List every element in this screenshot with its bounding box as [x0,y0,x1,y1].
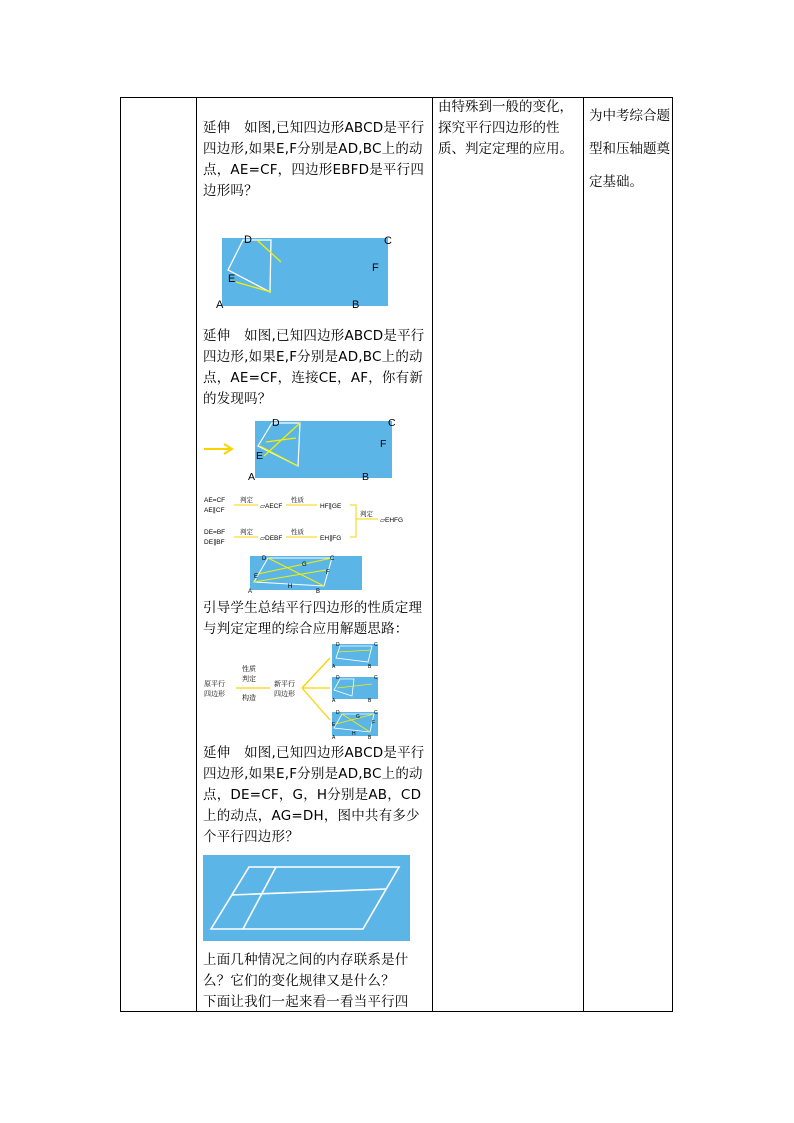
column-divider-1 [196,98,197,1011]
label-f: F [380,438,387,450]
extension-paragraph-2: 延伸 如图,已知四边形ABCD是平行四边形,如果E,F分别是AD,BC上的动点，AE=CF，连接CE，AF，你有新的发现吗？ [203,328,425,407]
extension-paragraph-3: 延伸 如图,已知四边形ABCD是平行四边形,如果E,F分别是AD,BC上的动点，DE=CF，G，H分别是AB，CD上的动点，AG=DH，图中共有多少个平行四边形？ [203,745,425,845]
label-e: E [254,574,259,580]
svg-text:B: B [368,735,372,740]
svg-text:A: A [332,735,336,740]
figure-parallelogram-4 [203,855,410,941]
flow-judge3: 判定 [360,511,373,518]
svg-text:A: A [332,698,336,704]
mini-figure-c [332,710,378,740]
svg-text:C: C [374,642,378,648]
label-c: C [330,556,335,562]
label-c: C [388,417,396,429]
label-a: A [216,299,224,311]
flow-mid1: ▱AECF [260,503,283,510]
label-d: D [262,556,267,562]
flow-orig-2: 四边形 [204,691,225,698]
flow-in1a: AE=CF [204,497,226,504]
figure-background [203,855,410,941]
label-f: F [326,570,330,576]
flow-in2a: DE=BF [204,529,226,536]
extension-paragraph-1: 延伸 如图,已知四边形ABCD是平行四边形,如果E,F分别是AD,BC上的动点，AE=CF，四边形EBFD是平行四边形吗？ [203,120,425,199]
mini-figure-a [332,642,378,670]
flow-mid2: ▱DEBF [260,535,283,542]
svg-text:B: B [368,664,372,670]
flow-judge: 判定 [242,676,256,683]
figure-background [222,238,388,306]
label-a: A [248,589,253,594]
flow-in1b: AE∥CF [204,507,225,514]
label-b: B [352,299,360,311]
label-e: E [256,450,264,462]
flow-orig-1: 原平行 [204,681,225,688]
flow-out2: EH∥FG [320,535,342,542]
svg-text:E: E [332,722,336,728]
svg-text:C: C [374,710,378,716]
flow-out1: HF∥GE [320,503,342,510]
svg-text:A: A [332,664,336,670]
label-g: G [302,562,307,568]
label-c: C [384,235,392,247]
flow-new-1: 新平行 [274,681,295,688]
flow-prop: 性质 [242,666,256,673]
label-b: B [362,471,370,483]
svg-text:D: D [336,675,340,681]
mini-figure-b [332,675,378,704]
reasoning-flowchart-2 [202,640,428,740]
svg-text:G: G [356,714,360,720]
label-b: B [316,589,321,594]
flow-new-2: 四边形 [274,691,295,698]
flow-in2b: DE∥BF [204,539,225,546]
figure-background [255,421,392,478]
column-divider-3 [583,98,584,1011]
svg-text:D: D [336,710,340,716]
label-f: F [372,262,379,274]
svg-text:H: H [352,731,356,737]
reasoning-flowchart-1 [202,492,428,552]
label-a: A [248,471,256,483]
figure-parallelogram-2 [200,414,400,484]
svg-text:B: B [368,698,372,704]
figure-parallelogram-3 [246,552,366,594]
label-h: H [288,584,293,590]
label-d: D [272,417,280,429]
flow-construct: 构造 [242,695,256,702]
column-divider-2 [432,98,433,1011]
svg-text:D: D [336,642,340,648]
flow-prop2: 性质 [291,529,304,536]
flow-prop1: 性质 [291,497,304,504]
label-d: D [244,234,252,246]
svg-text:F: F [372,720,376,726]
svg-text:C: C [374,675,378,681]
figure-parallelogram-1 [210,232,400,312]
purpose-text: 为中考综合题型和压轴题奠定基础。 [589,108,670,190]
summary-paragraph: 引导学生总结平行四边形的性质定理与判定定理的综合应用解题思路： [203,600,423,637]
flow-judge1: 判定 [240,497,253,504]
transition-paragraph: 下面让我们一起来看一看当平行四 [203,994,409,1010]
question-paragraph: 上面几种情况之间的内存联系是什么？它们的变化规律又是什么？ [203,952,409,989]
flow-final: ▱EHFG [380,517,404,524]
label-e: E [228,273,236,285]
design-intent-text: 由特殊到一般的变化，探究平行四边形的性质、判定定理的应用。 [438,99,573,157]
flow-judge2: 判定 [240,529,253,536]
